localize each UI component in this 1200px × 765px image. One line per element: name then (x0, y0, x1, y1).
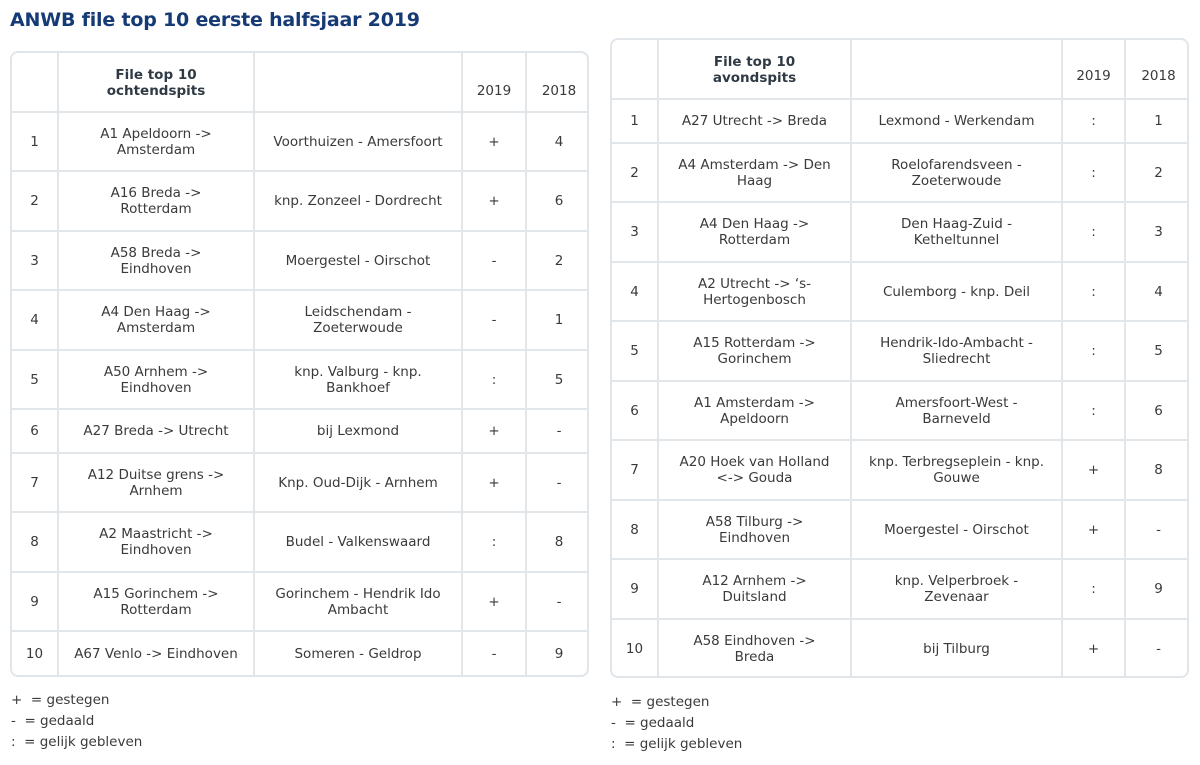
road-line2: Gorinchem (717, 351, 792, 367)
section-line1: knp. Velperbroek - (894, 573, 1019, 589)
table-row (612, 321, 1189, 381)
road-line1: A58 Breda -> (110, 244, 202, 261)
value-2018-text: 2 (1154, 164, 1163, 181)
section-line1: Someren - Geldrop (294, 645, 422, 662)
table-header-row (12, 53, 589, 112)
rank-cell (12, 112, 58, 171)
value-2019-cell (1062, 500, 1125, 559)
rank-cell (12, 290, 58, 350)
road-cell (58, 572, 254, 631)
value-2018-cell (526, 231, 589, 290)
table-row (12, 572, 589, 631)
section-line2: Gouwe (933, 470, 980, 486)
section-cell (851, 143, 1062, 202)
road-cell (58, 231, 254, 290)
road-cell (658, 99, 851, 143)
value-2018-cell (526, 171, 589, 231)
legend-plus: + = gestegen (11, 692, 110, 708)
value-2018-text: 5 (554, 371, 564, 388)
road-cell (658, 381, 851, 440)
rank-text: 10 (625, 640, 644, 657)
legend-minus: - = gedaald (11, 713, 95, 729)
header-rank-cell (612, 40, 658, 99)
value-2019-text: : (1091, 113, 1096, 129)
section-cell (851, 440, 1062, 500)
value-2019-cell (1062, 202, 1125, 262)
header-title-line2: avondspits (712, 70, 797, 86)
value-2018-text: - (556, 423, 562, 439)
header-rank-cell (12, 53, 58, 112)
section-cell (851, 619, 1062, 677)
section-cell (851, 559, 1062, 619)
value-2018-text: 9 (1154, 581, 1163, 597)
value-2018-text: 4 (1154, 283, 1163, 300)
road-line1: A27 Utrecht -> Breda (681, 113, 828, 129)
rank-cell (612, 500, 658, 559)
value-2019-text: : (491, 534, 497, 550)
road-line2: Arnhem (129, 482, 183, 499)
value-2018-cell (526, 112, 589, 171)
section-line1: Budel - Valkenswaard (285, 534, 431, 550)
road-cell (58, 512, 254, 572)
section-cell (254, 631, 462, 675)
section-cell (254, 409, 462, 453)
road-line2: Eindhoven (120, 542, 192, 558)
rank-text: 9 (30, 593, 39, 610)
rank-cell (612, 559, 658, 619)
road-line1: A58 Eindhoven -> (693, 632, 816, 649)
table-row (612, 500, 1189, 559)
rank-text: 3 (30, 252, 39, 269)
section-line1: Voorthuizen - Amersfoort (273, 133, 443, 150)
rank-cell (12, 231, 58, 290)
section-line2: Sliedrecht (922, 351, 991, 367)
value-2018-cell (526, 350, 589, 409)
rank-cell (612, 321, 658, 381)
value-2019-text: - (491, 645, 497, 662)
section-line1: Amersfoort-West - (895, 394, 1018, 411)
table-row (612, 440, 1189, 500)
road-line1: A58 Tilburg -> (705, 513, 804, 530)
value-2018-cell (526, 512, 589, 572)
header-title-cell (658, 40, 851, 99)
value-2019-cell (462, 631, 526, 675)
rank-text: 3 (630, 224, 639, 240)
value-2018-text: 6 (554, 193, 564, 209)
value-2019-cell (1062, 321, 1125, 381)
value-2019-text: + (488, 593, 500, 610)
value-2019-text: : (1091, 343, 1096, 359)
rank-cell (612, 202, 658, 262)
section-cell (851, 99, 1062, 143)
value-2019-cell (462, 409, 526, 453)
value-2019-cell (1062, 262, 1125, 321)
table-row (12, 171, 589, 231)
section-line2: Bankhoef (326, 379, 390, 396)
road-line2: Apeldoorn (720, 410, 789, 427)
value-2019-cell (462, 350, 526, 409)
road-line2: Rotterdam (120, 601, 192, 618)
road-cell (58, 453, 254, 512)
road-line1: A15 Gorinchem -> (93, 585, 219, 602)
road-line2: Eindhoven (120, 379, 192, 396)
legend-evening (611, 692, 742, 755)
road-line2: Rotterdam (120, 201, 192, 217)
section-line1: Gorinchem - Hendrik Ido (275, 585, 441, 602)
rank-text: 2 (630, 164, 639, 181)
header-2018-cell: 2018 (526, 53, 589, 112)
section-cell (254, 453, 462, 512)
section-cell (851, 500, 1062, 559)
road-line2: Haag (736, 172, 773, 189)
section-line1: Moergestel - Oirschot (285, 252, 431, 269)
table-row (612, 202, 1189, 262)
road-line2: <-> Gouda (716, 470, 793, 486)
road-line1: A4 Amsterdam -> Den (678, 156, 831, 173)
value-2018-cell (1125, 99, 1189, 143)
value-2018-text: - (556, 474, 562, 491)
table-row (612, 619, 1189, 677)
value-2019-text: : (1091, 224, 1096, 240)
road-line2: Breda (734, 648, 775, 665)
value-2019-text: + (488, 474, 500, 491)
value-2019-cell (1062, 381, 1125, 440)
section-cell (851, 381, 1062, 440)
rank-text: 4 (630, 283, 639, 300)
value-2019-cell (1062, 440, 1125, 500)
section-line1: bij Tilburg (923, 640, 990, 657)
section-line2: Zoeterwoude (313, 320, 403, 336)
road-line2: Eindhoven (718, 529, 791, 546)
table-row (12, 631, 589, 675)
section-line1: knp. Terbregseplein - knp. (869, 454, 1044, 470)
value-2019-cell (462, 171, 526, 231)
value-2019-text: + (488, 133, 500, 150)
rank-text: 1 (30, 133, 39, 150)
legend-minus: - = gedaald (611, 715, 695, 731)
value-2019-cell (462, 231, 526, 290)
value-2019-text: + (1087, 462, 1100, 478)
value-2019-cell (1062, 619, 1125, 677)
table-row (12, 112, 589, 171)
value-2018-cell (526, 572, 589, 631)
value-2018-text: 8 (1154, 462, 1163, 478)
value-2019-text: : (1091, 581, 1096, 597)
value-2018-cell (1125, 262, 1189, 321)
rank-text: 8 (630, 521, 639, 538)
value-2018-cell (1125, 202, 1189, 262)
value-2018-cell (1125, 559, 1189, 619)
legend-equal: : = gelijk gebleven (611, 736, 743, 752)
road-line1: A67 Venlo -> Eindhoven (74, 645, 238, 662)
section-line1: Moergestel - Oirschot (884, 521, 1029, 538)
table-row (612, 381, 1189, 440)
road-cell (658, 559, 851, 619)
value-2019-text: : (1091, 164, 1096, 181)
table-row (12, 409, 589, 453)
section-line1: Leidschendam - (304, 304, 412, 320)
rank-cell (612, 262, 658, 321)
road-cell (658, 321, 851, 381)
road-line1: A4 Den Haag -> (101, 304, 211, 320)
header-title-line1: File top 10 (115, 67, 197, 83)
rank-cell (612, 381, 658, 440)
legend-plus: + = gestegen (611, 694, 710, 710)
header-title-line1: File top 10 (713, 54, 796, 70)
road-line1: A2 Utrecht -> ‘s- (697, 275, 812, 292)
value-2018-cell (1125, 381, 1189, 440)
road-cell (58, 409, 254, 453)
table-row (612, 143, 1189, 202)
road-line2: Eindhoven (120, 260, 192, 277)
rank-text: 8 (30, 534, 39, 550)
road-line1: A27 Breda -> Utrecht (83, 423, 229, 439)
rank-text: 7 (630, 462, 639, 478)
section-cell (254, 512, 462, 572)
value-2018-cell (526, 453, 589, 512)
value-2019-text: - (491, 252, 497, 269)
table-row (612, 559, 1189, 619)
value-2018-text: 5 (1154, 343, 1163, 359)
road-line1: A50 Arnhem -> (103, 363, 209, 380)
section-line2: Ambacht (327, 601, 389, 618)
table-header-row (612, 40, 1189, 99)
rank-cell (12, 409, 58, 453)
rank-cell (612, 143, 658, 202)
value-2018-cell (1125, 619, 1189, 677)
section-cell (254, 350, 462, 409)
section-line1: knp. Valburg - knp. (294, 363, 422, 380)
section-line1: Hendrik-Ido-Ambacht - (880, 335, 1033, 351)
road-cell (658, 440, 851, 500)
value-2018-cell (526, 290, 589, 350)
road-line1: A12 Arnhem -> (702, 573, 807, 589)
section-line1: Roelofarendsveen - (891, 156, 1022, 173)
road-cell (58, 171, 254, 231)
header-2018-cell: 2018 (1125, 40, 1189, 99)
value-2018-text: - (1156, 521, 1161, 538)
header-title-cell (58, 53, 254, 112)
section-cell (254, 290, 462, 350)
morning-table (10, 51, 589, 677)
rank-cell (12, 572, 58, 631)
road-line2: Rotterdam (718, 232, 791, 248)
rank-text: 6 (30, 423, 39, 439)
rank-cell (12, 171, 58, 231)
road-line1: A12 Duitse grens -> (87, 466, 225, 483)
header-title-line2: ochtendspits (106, 83, 206, 99)
road-line2: Amsterdam (116, 141, 196, 158)
rank-text: 7 (30, 474, 39, 491)
section-line1: Knp. Oud-Dijk - Arnhem (278, 474, 438, 491)
section-cell (254, 171, 462, 231)
section-cell (851, 321, 1062, 381)
table-row (12, 453, 589, 512)
road-line1: A16 Breda -> (110, 185, 202, 201)
road-line1: A4 Den Haag -> (699, 216, 810, 232)
value-2019-cell (1062, 143, 1125, 202)
section-line1: knp. Zonzeel - Dordrecht (274, 193, 442, 209)
rank-text: 10 (25, 645, 44, 662)
value-2018-cell (1125, 143, 1189, 202)
value-2019-text: + (488, 423, 500, 439)
value-2018-cell (1125, 500, 1189, 559)
road-line1: A1 Amsterdam -> (694, 394, 815, 411)
value-2019-text: + (1087, 640, 1100, 657)
value-2019-text: - (491, 312, 497, 328)
value-2018-cell (1125, 321, 1189, 381)
rank-text: 6 (630, 402, 639, 419)
value-2018-text: - (556, 593, 562, 610)
value-2019-text: + (1087, 521, 1100, 538)
rank-cell (12, 350, 58, 409)
value-2019-cell (1062, 99, 1125, 143)
rank-text: 9 (630, 581, 639, 597)
header-section-cell (254, 53, 462, 112)
road-cell (658, 500, 851, 559)
road-cell (658, 202, 851, 262)
road-line1: A1 Apeldoorn -> (100, 125, 212, 142)
page-title: ANWB file top 10 eerste halfsjaar 2019 (10, 9, 420, 31)
section-cell (254, 231, 462, 290)
value-2019-cell (462, 290, 526, 350)
road-line2: Amsterdam (116, 320, 196, 336)
value-2018-cell (526, 409, 589, 453)
rank-cell (12, 512, 58, 572)
rank-cell (612, 440, 658, 500)
header-2019-cell: 2019 (462, 53, 526, 112)
rank-cell (12, 631, 58, 675)
section-line1: bij Lexmond (316, 423, 400, 439)
table-row (12, 290, 589, 350)
table-row (612, 99, 1189, 143)
section-line1: Culemborg - knp. Deil (882, 283, 1031, 300)
value-2019-cell (462, 572, 526, 631)
value-2018-text: 3 (1154, 224, 1163, 240)
legend-equal: : = gelijk gebleven (11, 734, 143, 750)
road-cell (58, 350, 254, 409)
rank-text: 5 (630, 343, 639, 359)
rank-text: 4 (30, 312, 39, 328)
road-line2: Hertogenbosch (703, 291, 806, 308)
section-cell (254, 112, 462, 171)
value-2018-text: 1 (1154, 113, 1163, 129)
road-cell (58, 112, 254, 171)
section-cell (254, 572, 462, 631)
value-2019-text: : (1091, 402, 1096, 419)
rank-cell (612, 619, 658, 677)
road-cell (58, 631, 254, 675)
value-2018-text: 6 (1154, 402, 1163, 419)
header-2019-cell: 2019 (1062, 40, 1125, 99)
value-2019-cell (462, 453, 526, 512)
value-2018-text: 2 (554, 252, 564, 269)
table-row (612, 262, 1189, 321)
value-2019-text: + (488, 193, 500, 209)
road-line2: Duitsland (722, 589, 787, 605)
road-cell (658, 143, 851, 202)
road-cell (58, 290, 254, 350)
value-2018-cell (1125, 440, 1189, 500)
section-line2: Zoeterwoude (911, 172, 1002, 189)
value-2019-cell (462, 512, 526, 572)
value-2018-text: 9 (554, 645, 564, 662)
section-line1: Den Haag-Zuid - (901, 216, 1012, 232)
value-2019-cell (462, 112, 526, 171)
section-line1: Lexmond - Werkendam (878, 113, 1035, 129)
road-line1: A20 Hoek van Holland (679, 454, 830, 470)
table-row (12, 512, 589, 572)
road-line1: A2 Maastricht -> (99, 526, 213, 542)
table-row (12, 231, 589, 290)
section-line2: Barneveld (922, 410, 991, 427)
section-cell (851, 202, 1062, 262)
header-section-cell (851, 40, 1062, 99)
road-cell (658, 262, 851, 321)
legend-morning (11, 690, 142, 753)
rank-cell (12, 453, 58, 512)
road-line1: A15 Rotterdam -> (693, 335, 816, 351)
road-cell (658, 619, 851, 677)
value-2018-text: 1 (554, 312, 564, 328)
section-cell (851, 262, 1062, 321)
evening-table (610, 38, 1189, 678)
rank-text: 1 (630, 113, 639, 129)
value-2019-text: : (491, 371, 497, 388)
rank-text: 5 (30, 371, 39, 388)
value-2018-text: - (1156, 640, 1161, 657)
rank-cell (612, 99, 658, 143)
value-2018-cell (526, 631, 589, 675)
value-2019-cell (1062, 559, 1125, 619)
rank-text: 2 (30, 193, 39, 209)
section-line2: Ketheltunnel (913, 232, 1000, 248)
section-line2: Zevenaar (924, 589, 989, 605)
table-row (12, 350, 589, 409)
value-2019-text: : (1091, 283, 1096, 300)
value-2018-text: 8 (554, 534, 564, 550)
value-2018-text: 4 (554, 133, 564, 150)
